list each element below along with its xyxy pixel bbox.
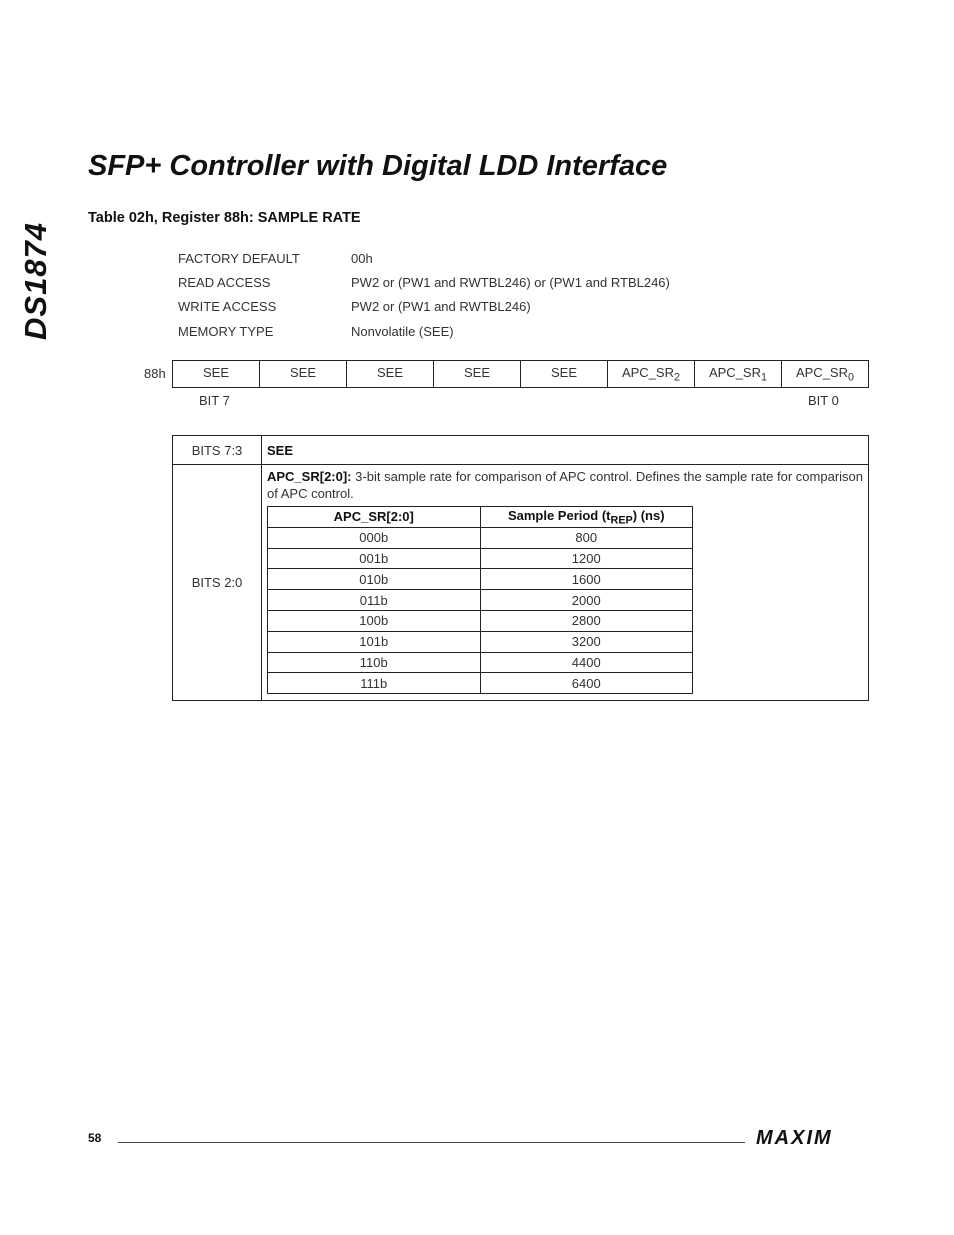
document-title: SFP+ Controller with Digital LDD Interface (88, 150, 668, 182)
period-cell: 6400 (480, 673, 693, 694)
property-value: PW2 or (PW1 and RWTBL246) or (PW1 and RTBL246) (351, 274, 670, 290)
register-address: 88h (144, 366, 166, 381)
table-header-row (268, 507, 693, 528)
period-cell: 800 (480, 527, 693, 548)
register-bit-map (172, 360, 869, 388)
property-row (178, 295, 670, 319)
description-row (173, 465, 869, 701)
description-text (267, 469, 863, 502)
footer-divider (118, 1142, 745, 1143)
bit-description (262, 465, 869, 701)
bit-cell: $APC\_SR_1$ (695, 361, 782, 388)
table-row (268, 527, 693, 548)
bit-range: BITS 2:0 (173, 465, 262, 701)
section-title: Table 02h, Register 88h: SAMPLE RATE (88, 210, 361, 226)
code-cell: 101b (268, 631, 481, 652)
maxim-logo (755, 1127, 865, 1152)
lsb-label: BIT 0 (808, 393, 839, 408)
table-row (268, 590, 693, 611)
column-header-code: APC_SR[2:0] (268, 507, 481, 528)
register-properties (178, 246, 670, 343)
bit-cell: SEE (260, 361, 347, 388)
property-label: WRITE ACCESS (178, 299, 277, 315)
period-cell: 1600 (480, 569, 693, 590)
period-cell: 4400 (480, 652, 693, 673)
property-value: 00h (351, 250, 373, 266)
bit-cell: SEE (173, 361, 260, 388)
bit-cell: $APC\_SR_2$ (608, 361, 695, 388)
table-row (268, 569, 693, 590)
property-label: MEMORY TYPE (178, 323, 274, 339)
column-header-period: Sample Period $(t_{REP})$ (ns) (480, 507, 693, 528)
sample-rate-table (267, 506, 693, 694)
table-row (268, 652, 693, 673)
logo-wordmark: MAXIM (756, 1127, 833, 1147)
code-cell: 000b (268, 527, 481, 548)
page-number: 58 (88, 1131, 102, 1145)
property-row (178, 270, 670, 294)
field-name: APC_SR[2:0]: (267, 469, 352, 484)
property-row (178, 319, 670, 343)
property-value: Nonvolatile (SEE) (351, 323, 454, 339)
bit-cell: SEE (347, 361, 434, 388)
maxim-logo-icon (755, 1127, 865, 1147)
description-row (173, 436, 869, 465)
code-cell: 110b (268, 652, 481, 673)
msb-label: BIT 7 (199, 393, 230, 408)
code-cell: 010b (268, 569, 481, 590)
field-description: 3-bit sample rate for comparison of APC control. Defines the sample rate for comparison of APC control. (267, 469, 863, 501)
table-row (268, 631, 693, 652)
code-cell: 100b (268, 610, 481, 631)
bit-cell: $APC\_SR_0$ (782, 361, 869, 388)
period-cell: 3200 (480, 631, 693, 652)
bit-description: SEE (262, 436, 869, 465)
property-value: PW2 or (PW1 and RWTBL246) (351, 299, 531, 315)
property-label: FACTORY DEFAULT (178, 250, 300, 266)
period-cell: 2800 (480, 610, 693, 631)
property-label: READ ACCESS (178, 274, 271, 290)
code-cell: 011b (268, 590, 481, 611)
bit-range: BITS 7:3 (173, 436, 262, 465)
period-cell: 2000 (480, 590, 693, 611)
code-cell: 001b (268, 548, 481, 569)
bit-cell: SEE (521, 361, 608, 388)
table-row (268, 548, 693, 569)
bit-description-table (172, 435, 869, 701)
table-row (268, 610, 693, 631)
table-row (268, 673, 693, 694)
bit-cell: SEE (434, 361, 521, 388)
code-cell: 111b (268, 673, 481, 694)
period-cell: 1200 (480, 548, 693, 569)
property-row (178, 246, 670, 270)
side-title: DS1874 (18, 221, 53, 340)
